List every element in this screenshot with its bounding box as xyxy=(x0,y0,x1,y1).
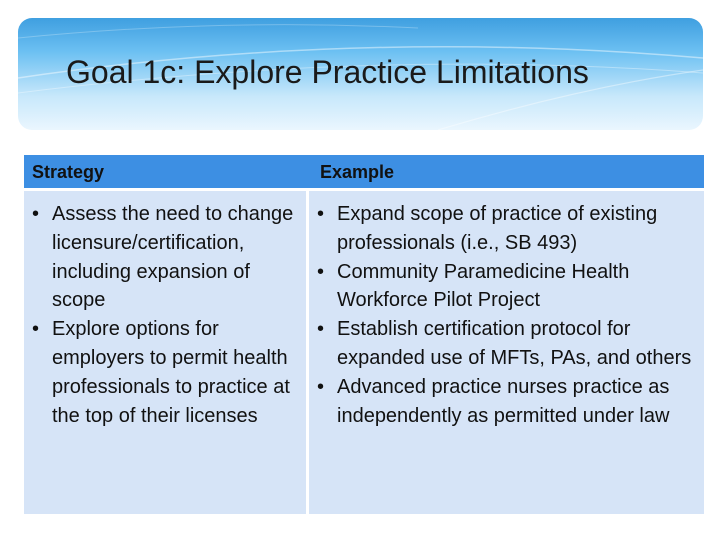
example-item-text: Expand scope of practice of existing professionals (i.e., SB 493) xyxy=(337,203,658,254)
title-banner xyxy=(18,18,703,130)
header-strategy: Strategy xyxy=(32,162,105,182)
strategy-list xyxy=(24,200,296,430)
slide-title: Goal 1c: Explore Practice Limitations xyxy=(66,54,589,90)
example-item-text: Community Paramedicine Health Workforce Pilot Project xyxy=(337,260,630,312)
list-item: • Establish certification protocol for expanded use of MFTs, PAs, and others xyxy=(317,318,692,369)
strategy-item-text: Explore options for employers to permit health professionals to practice at the top of their licenses xyxy=(52,318,290,427)
strategy-item-text: Assess the need to change licensure/certification, including expansion of scope xyxy=(52,203,294,312)
example-item-text: Advanced practice nurses practice as independently as permitted under law xyxy=(337,375,670,427)
list-item: • Expand scope of practice of existing professionals (i.e., SB 493) xyxy=(317,203,658,254)
example-cell xyxy=(309,191,704,514)
example-item-text: Establish certification protocol for expanded use of MFTs, PAs, and others xyxy=(337,318,692,369)
header-example: Example xyxy=(320,162,395,182)
example-list xyxy=(309,200,699,430)
list-item: • Advanced practice nurses practice as independently as permitted under law xyxy=(317,375,670,427)
table-header-row xyxy=(24,155,704,188)
list-item: • Explore options for employers to permit health professionals to practice at the top of their licenses xyxy=(32,318,290,427)
list-item: • Assess the need to change licensure/certification, including expansion of scope xyxy=(32,203,294,312)
strategy-cell xyxy=(24,191,306,514)
list-item: • Community Paramedicine Health Workforce Pilot Project xyxy=(317,260,630,312)
